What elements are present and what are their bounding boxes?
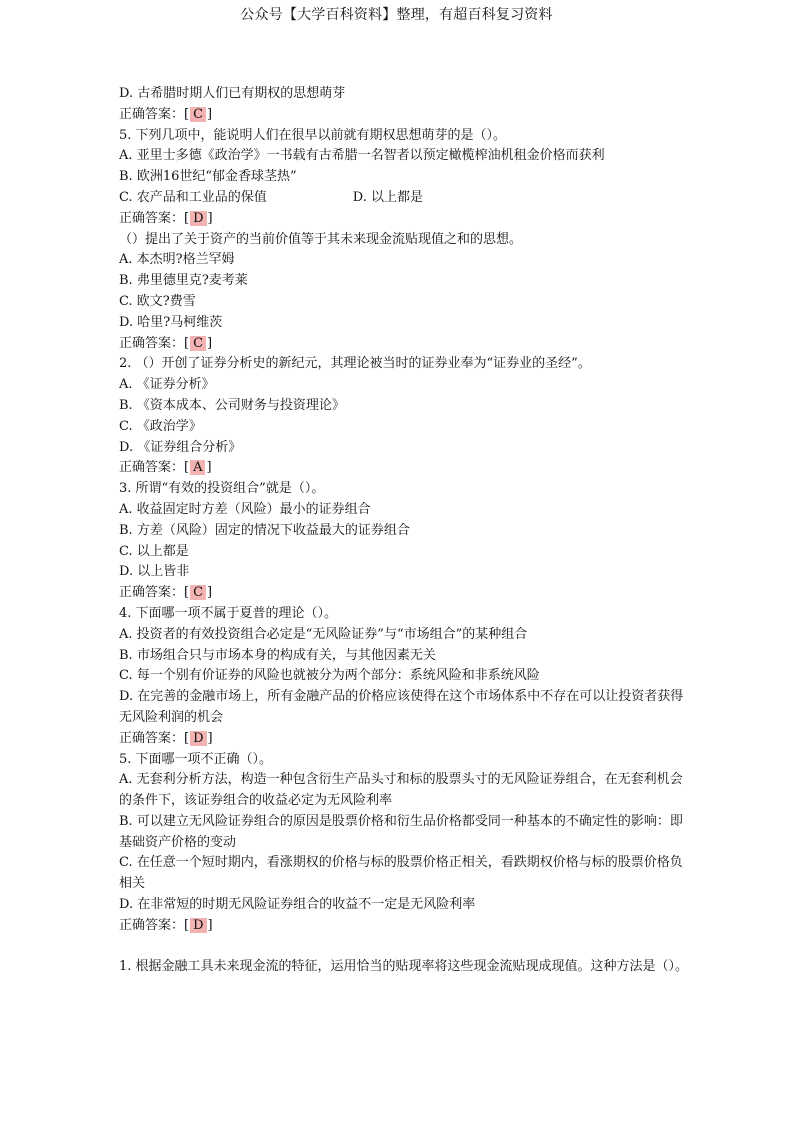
option-d: D. 在非常短的时期无风险证券组合的收益不一定是无风险利率: [119, 897, 476, 913]
question-text: 2. （）开创了证券分析史的新纪元，其理论被当时的证券业奉为“证券业的圣经”。: [119, 356, 591, 372]
option-a: A. 亚里士多德《政治学》一书载有古希腊一名智者以预定橄榄榨油机租金价格而获利: [119, 148, 605, 164]
option-b: B. 可以建立无风险证券组合的原因是股票价格和衍生品价格都受同一种基本的不确定性的影响：即基础资产价格的变动: [119, 813, 683, 850]
option-b: B. 《资本成本、公司财务与投资理论》: [119, 397, 345, 413]
option-c: C. 欧文?费雪: [119, 293, 196, 309]
option-c: C. 每一个别有价证券的风险也就被分为两个部分：系统风险和非系统风险: [119, 668, 540, 684]
option-b: B. 弗里德里克?麦考莱: [119, 273, 248, 289]
question-text: 4. 下面哪一项不属于夏普的理论（）。: [119, 605, 338, 621]
answer-line: 正确答案：[ D ]: [119, 917, 213, 933]
page-header: 公众号【大学百科资料】整理，有超百科复习资料: [240, 7, 553, 23]
document-body: [119, 84, 689, 978]
answer-label: 正确答案：: [119, 335, 185, 351]
option-c: C. 农产品和工业品的保值: [119, 189, 267, 205]
question-text: 5. 下面哪一项不正确（）。: [119, 751, 273, 767]
option-a: A. 本杰明?格兰罕姆: [119, 252, 235, 268]
option-c: C. 以上都是: [119, 543, 189, 559]
answer-label: 正确答案：: [119, 460, 185, 476]
option-b: B. 方差（风险）固定的情况下收益最大的证券组合: [119, 522, 410, 538]
answer-label: 正确答案：: [119, 730, 185, 746]
answer-label: 正确答案：: [119, 210, 185, 226]
answer-label: 正确答案：: [119, 585, 185, 601]
answer-line: 正确答案：[ D ]: [119, 210, 213, 226]
option-a: A. 收益固定时方差（风险）最小的证券组合: [119, 501, 371, 517]
option-d: D. 哈里?马柯维茨: [119, 314, 223, 330]
answer-value: C: [190, 585, 206, 600]
option-d: D. 在完善的金融市场上，所有金融产品的价格应该使得在这个市场体系中不存在可以让投资者获得无风险利润的机会: [119, 689, 684, 725]
answer-line: 正确答案：[ D ]: [119, 730, 213, 746]
answer-value: D: [190, 918, 206, 933]
options-c-d-row: [119, 188, 689, 209]
answer-label: 正确答案：: [119, 106, 185, 122]
option-a: A. 《证券分析》: [119, 377, 215, 393]
question-text: （）提出了关于资产的当前价值等于其未来现金流贴现值之和的思想。: [119, 231, 523, 247]
answer-line: 正确答案：[ C ]: [119, 106, 213, 122]
answer-value: A: [190, 460, 205, 475]
question-text: 5. 下列几项中，能说明人们在很早以前就有期权思想萌芽的是（）。: [119, 127, 507, 143]
option-a: A. 无套利分析方法，构造一种包含衍生产品头寸和标的股票头寸的无风险证券组合，在无套利机会的条件下，该证券组合的收益必定为无风险利率: [119, 772, 683, 809]
answer-label: 正确答案：: [119, 917, 185, 933]
option-c: C. 《政治学》: [119, 418, 202, 434]
answer-value: D: [190, 731, 206, 746]
answer-line: 正确答案：[ C ]: [119, 585, 213, 601]
answer-value: C: [190, 107, 206, 122]
answer-value: C: [190, 336, 206, 351]
option-d: D. 以上皆非: [119, 564, 190, 580]
answer-value: D: [190, 211, 206, 226]
option-b: B. 市场组合只与市场本身的构成有关，与其他因素无关: [119, 647, 436, 663]
option-d: D. 古希腊时期人们已有期权的思想萌芽: [119, 86, 346, 101]
option-d: D. 《证券组合分析》: [119, 439, 242, 455]
question-text: 1. 根据金融工具未来现金流的特征，运用恰当的贴现率将这些现金流贴现成现值。这种方法是（）。: [119, 959, 689, 975]
option-b: B. 欧洲16世纪“郁金香球茎热”: [119, 169, 297, 185]
answer-line: 正确答案：[ A ]: [119, 460, 212, 476]
option-c: C. 在任意一个短时期内，看涨期权的价格与标的股票价格正相关，看跌期权价格与标的股票价格负相关: [119, 855, 683, 892]
answer-line: 正确答案：[ C ]: [119, 335, 213, 351]
question-text: 3. 所谓“有效的投资组合”就是（）。: [119, 481, 325, 497]
option-a: A. 投资者的有效投资组合必定是“无风险证券”与“市场组合”的某种组合: [119, 626, 528, 642]
option-d: D. 以上都是: [352, 189, 423, 205]
